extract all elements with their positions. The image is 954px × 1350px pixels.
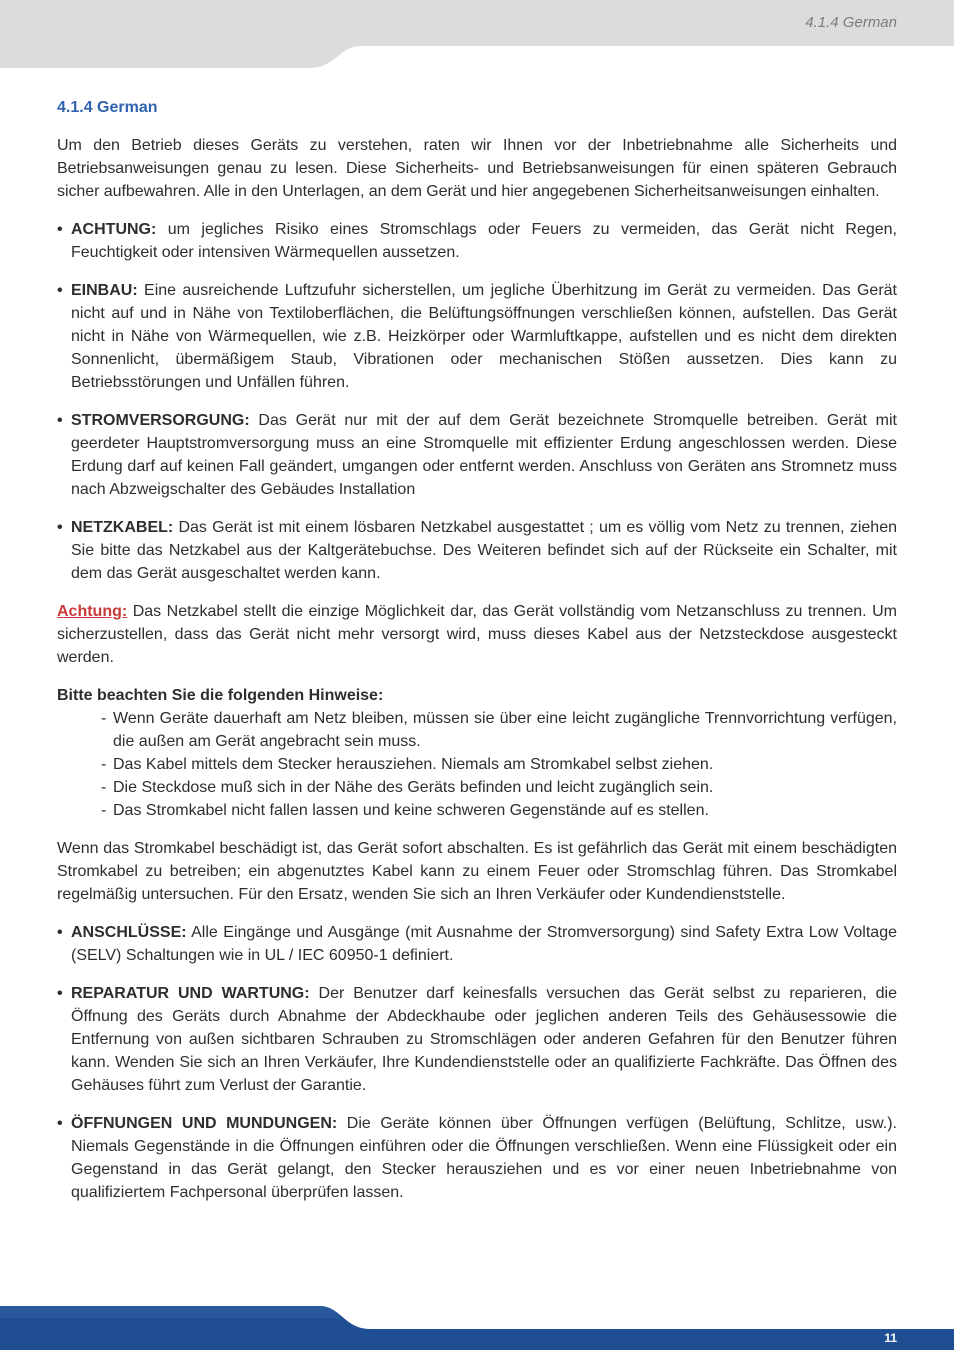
bullet-label: REPARATUR UND WARTUNG: xyxy=(71,985,310,1002)
list-item xyxy=(57,707,897,753)
note-text: Das Kabel mittels dem Stecker herausziehen. Niemals am Stromkabel selbst ziehen. xyxy=(113,756,714,773)
dash-marker: - xyxy=(101,802,107,819)
bullet-netzkabel xyxy=(57,516,897,585)
footer-band xyxy=(0,1300,954,1350)
cable-paragraph: Wenn das Stromkabel beschädigt ist, das Gerät sofort abschalten. Es ist gefährlich das Gerät mit einem beschädigten Stromkabel zu betreiben; ein abgenutztes Kabel kann zu einem Feuer oder Stromschlag führen. Das Stromkabel regelmäßig untersuchen. Für den Ersatz, wenden Sie sich an Ihren Verkäufer oder Kundendienststelle. xyxy=(57,840,897,903)
warning-text: Das Netzkabel stellt die einzige Möglichkeit dar, das Gerät vollständig vom Netzanschluss zu trennen. Um sicherzustellen, dass das Gerät nicht mehr versorgt wird, muss dieses Kabel aus der Netzsteckdose ausgesteckt werden. xyxy=(57,603,897,666)
dash-marker: - xyxy=(101,710,107,727)
bullet-dot: • xyxy=(57,519,63,536)
page-number: 11 xyxy=(884,1331,897,1345)
bullet-label: NETZKABEL: xyxy=(71,519,174,536)
bullet-text: Das Gerät nur mit der auf dem Gerät bezeichnete Stromquelle betreiben. Gerät mit geerdeter Hauptstromversorgung muss an eine Stromquelle mit effizienter Erdung angeschlossen werden. Diese Erdung darf auf keinen Fall geändert, umgangen oder entfernt werden. Anschluss von Geräten ans Stromnetz muss nach Abzweigschalter des Gebäudes Installation xyxy=(71,412,897,498)
notes-title: Bitte beachten Sie die folgenden Hinweise: xyxy=(57,687,384,704)
bullet-dot: • xyxy=(57,924,63,941)
bullet-dot: • xyxy=(57,1115,63,1132)
warning-paragraph xyxy=(57,600,897,669)
note-text: Das Stromkabel nicht fallen lassen und keine schweren Gegenstände auf es stellen. xyxy=(113,802,709,819)
bullet-dot: • xyxy=(57,985,63,1002)
bullet-reparatur xyxy=(57,982,897,1097)
bullet-anschluesse xyxy=(57,921,897,967)
header-title: 4.1.4 German xyxy=(805,14,897,31)
notes-list xyxy=(57,707,897,822)
bullet-achtung xyxy=(57,218,897,264)
list-item xyxy=(57,799,897,822)
bullet-oeffnungen xyxy=(57,1112,897,1204)
bullet-label: ANSCHLÜSSE: xyxy=(71,924,187,941)
bullet-dot: • xyxy=(57,221,63,238)
bullet-label: EINBAU: xyxy=(71,282,138,299)
list-item xyxy=(57,753,897,776)
warning-label: Achtung: xyxy=(57,603,128,620)
bullet-label: ÖFFNUNGEN UND MUNDUNGEN: xyxy=(71,1115,338,1132)
bullet-label: ACHTUNG: xyxy=(71,221,157,238)
bullet-text: Eine ausreichende Luftzufuhr sicherstellen, um jegliche Überhitzung im Gerät zu vermeiden. Das Gerät nicht auf und in Nähe von Textiloberflächen, die Belüftungsöffnungen verschließen können, aufstellen. Das Gerät nicht in Nähe von Wärmequellen, wie z.B. Heizkörper oder Warmluftkappe, aufstellen und es nicht dem direkten Sonnenlicht, übermäßigem Staub, Vibrationen oder mechanischen Stößen aussetzen. Dies kann zu Betriebsstörungen und Unfällen führen. xyxy=(71,282,897,391)
section-title: 4.1.4 German xyxy=(57,99,158,116)
list-item xyxy=(57,776,897,799)
page-content xyxy=(57,96,897,1219)
dash-marker: - xyxy=(101,756,107,773)
bullet-dot: • xyxy=(57,282,63,299)
header-band xyxy=(0,0,954,70)
bullet-text: Alle Eingänge und Ausgänge (mit Ausnahme der Stromversorgung) sind Safety Extra Low Voltage (SELV) Schaltungen wie in UL / IEC 60950-1 definiert. xyxy=(71,924,897,964)
note-text: Die Steckdose muß sich in der Nähe des Geräts befinden und leicht zugänglich sein. xyxy=(113,779,714,796)
note-text: Wenn Geräte dauerhaft am Netz bleiben, müssen sie über eine leicht zugängliche Trennvorrichtung verfügen, die außen am Gerät angebracht sein muss. xyxy=(113,710,897,750)
intro-paragraph: Um den Betrieb dieses Geräts zu verstehen, raten wir Ihnen vor der Inbetriebnahme alle Sicherheits und Betriebsanweisungen genau zu lesen. Diese Sicherheits- und Betriebsanweisungen für einen späteren Gebrauch sicher aufbewahren. Alle in den Unterlagen, an dem Gerät und hier angegebenen Sicherheitsanweisungen einhalten. xyxy=(57,137,897,200)
bullet-stromversorgung xyxy=(57,409,897,501)
bullet-label: STROMVERSORGUNG: xyxy=(71,412,250,429)
bullet-text: um jegliches Risiko eines Stromschlags oder Feuers zu vermeiden, das Gerät nicht Regen, Feuchtigkeit oder intensiven Wärmequellen aussetzen. xyxy=(71,221,897,261)
dash-marker: - xyxy=(101,779,107,796)
bullet-text: Der Benutzer darf keinesfalls versuchen das Gerät selbst zu reparieren, die Öffnung des Geräts durch Abnahme der Abdeckhaube oder jeglichen anderen Teils des Gehäusessowie die Entfernung von außen sichtbaren Schrauben zu Stromschlägen oder anderen Gefahren für den Benutzer führen kann. Wenden Sie sich an Ihren Verkäufer, Ihre Kundendienststelle oder an qualifizierte Fachkräfte. Das Öffnen des Gehäuses führt zum Verlust der Garantie. xyxy=(71,985,898,1094)
bullet-text: Das Gerät ist mit einem lösbaren Netzkabel ausgestattet ; um es völlig vom Netz zu trennen, ziehen Sie bitte das Netzkabel aus der Kaltgerätebuchse. Des Weiteren befindet sich auf der Rückseite ein Schalter, mit dem das Gerät ausgeschaltet werden kann. xyxy=(71,519,897,582)
bullet-dot: • xyxy=(57,412,63,429)
bullet-text: Die Geräte können über Öffnungen verfügen (Belüftung, Schlitze, usw.). Niemals Gegenstände in die Öffnungen einführen oder die Öffnungen verschließen. Wenn eine Flüssigkeit oder ein Gegenstand in das Gerät gelangt, den Stecker herausziehen und es vor einer neuen Inbetriebnahme von qualifiziertem Fachpersonal überprüfen lassen. xyxy=(71,1115,898,1201)
bullet-einbau xyxy=(57,279,897,394)
